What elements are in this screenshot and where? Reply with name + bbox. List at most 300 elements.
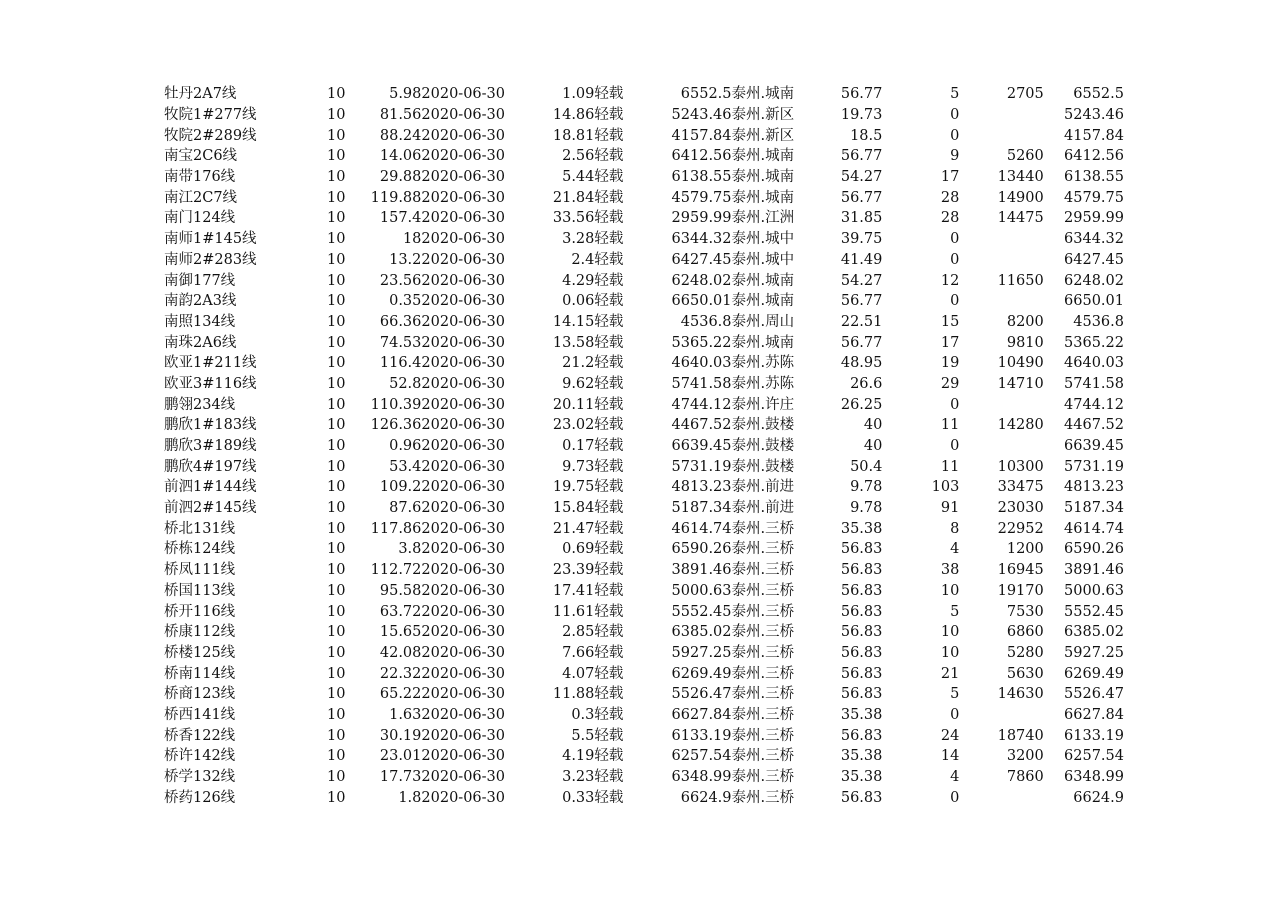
load-status-cell: 轻载: [594, 272, 624, 289]
capacity-cell: 4614.74: [671, 520, 732, 537]
location-cell: 泰州.新区: [731, 107, 795, 124]
total-capacity-cell: 6860: [1006, 624, 1044, 641]
date-cell: 2020-06-30: [421, 438, 505, 455]
table-row: [164, 560, 1124, 581]
date-cell: 2020-06-30: [421, 355, 505, 372]
current-cell: 30.19: [379, 727, 422, 744]
date-cell: 2020-06-30: [421, 127, 505, 144]
total-capacity-cell: 19170: [997, 582, 1044, 599]
remaining-capacity-cell: 6627.84: [1064, 706, 1124, 723]
capacity-cell: 6590.26: [671, 541, 732, 558]
total-capacity-cell: [959, 394, 1043, 415]
capacity-cell: 2959.99: [671, 210, 732, 227]
length-cell: 56.83: [840, 603, 883, 620]
capacity-cell: 4536.8: [680, 313, 732, 330]
load-rate-cell: 33.56: [552, 210, 595, 227]
table-row: [164, 498, 1124, 519]
count-cell: 11: [940, 458, 960, 475]
table-row: [164, 332, 1124, 353]
line-name-cell: 鹏欣1#183线: [164, 417, 257, 434]
capacity-cell: 6385.02: [671, 624, 732, 641]
date-cell: 2020-06-30: [421, 231, 505, 248]
load-status-cell: 轻载: [594, 127, 624, 144]
line-name-cell: 南韵2A3线: [164, 293, 237, 310]
total-capacity-cell: 2705: [1006, 86, 1044, 103]
load-rate-cell: 11.61: [552, 603, 595, 620]
table-row: [164, 125, 1124, 146]
current-cell: 110.39: [370, 396, 422, 413]
table-row: [164, 291, 1124, 312]
voltage-cell: 10: [326, 665, 346, 682]
table-row: [164, 312, 1124, 333]
date-cell: 2020-06-30: [421, 169, 505, 186]
table-row: [164, 705, 1124, 726]
count-cell: 24: [940, 727, 960, 744]
location-cell: 泰州.城南: [731, 272, 795, 289]
capacity-cell: 6627.84: [671, 706, 732, 723]
length-cell: 56.77: [840, 189, 883, 206]
load-status-cell: 轻载: [594, 438, 624, 455]
date-cell: 2020-06-30: [421, 562, 505, 579]
line-name-cell: 欧亚3#116线: [164, 375, 257, 392]
count-cell: 21: [940, 665, 960, 682]
line-name-cell: 南珠2A6线: [164, 334, 237, 351]
count-cell: 0: [950, 293, 960, 310]
length-cell: 35.38: [840, 748, 883, 765]
voltage-cell: 10: [326, 334, 346, 351]
date-cell: 2020-06-30: [421, 541, 505, 558]
current-cell: 17.73: [379, 769, 422, 786]
remaining-capacity-cell: 6133.19: [1064, 727, 1124, 744]
capacity-cell: 6248.02: [671, 272, 732, 289]
remaining-capacity-cell: 6248.02: [1064, 272, 1124, 289]
voltage-cell: 10: [326, 107, 346, 124]
load-rate-cell: 1.09: [562, 86, 595, 103]
count-cell: 28: [940, 189, 960, 206]
voltage-cell: 10: [326, 686, 346, 703]
voltage-cell: 10: [326, 748, 346, 765]
date-cell: 2020-06-30: [421, 479, 505, 496]
date-cell: 2020-06-30: [421, 334, 505, 351]
length-cell: 56.83: [840, 789, 883, 806]
total-capacity-cell: [959, 250, 1043, 271]
load-status-cell: 轻载: [594, 500, 624, 517]
load-status-cell: 轻载: [594, 107, 624, 124]
total-capacity-cell: 13440: [997, 169, 1044, 186]
load-status-cell: 轻载: [594, 210, 624, 227]
remaining-capacity-cell: 5365.22: [1064, 334, 1124, 351]
line-name-cell: 前泗1#144线: [164, 479, 257, 496]
load-rate-cell: 4.07: [562, 665, 595, 682]
voltage-cell: 10: [326, 562, 346, 579]
load-status-cell: 轻载: [594, 293, 624, 310]
length-cell: 50.4: [850, 458, 883, 475]
load-status-cell: 轻载: [594, 417, 624, 434]
count-cell: 29: [940, 375, 960, 392]
length-cell: 9.78: [850, 500, 883, 517]
total-capacity-cell: [959, 787, 1043, 808]
length-cell: 9.78: [850, 479, 883, 496]
count-cell: 12: [940, 272, 960, 289]
line-name-cell: 桥学132线: [164, 769, 236, 786]
load-rate-cell: 2.4: [571, 251, 595, 268]
load-status-cell: 轻载: [594, 665, 624, 682]
voltage-cell: 10: [326, 438, 346, 455]
table-row: [164, 270, 1124, 291]
length-cell: 35.38: [840, 520, 883, 537]
line-name-cell: 牡丹2A7线: [164, 86, 237, 103]
length-cell: 56.83: [840, 644, 883, 661]
load-rate-cell: 13.58: [552, 334, 595, 351]
capacity-cell: 6552.5: [680, 86, 732, 103]
load-rate-cell: 5.5: [571, 727, 595, 744]
load-rate-cell: 9.62: [562, 375, 595, 392]
voltage-cell: 10: [326, 727, 346, 744]
remaining-capacity-cell: 5741.58: [1064, 375, 1124, 392]
load-rate-cell: 15.84: [552, 500, 595, 517]
date-cell: 2020-06-30: [421, 520, 505, 537]
voltage-cell: 10: [326, 272, 346, 289]
remaining-capacity-cell: 4640.03: [1064, 355, 1124, 372]
table-row: [164, 725, 1124, 746]
current-cell: 13.2: [389, 251, 422, 268]
line-name-cell: 桥西141线: [164, 706, 236, 723]
table-row: [164, 643, 1124, 664]
total-capacity-cell: 9810: [1006, 334, 1044, 351]
date-cell: 2020-06-30: [421, 107, 505, 124]
date-cell: 2020-06-30: [421, 748, 505, 765]
current-cell: 116.4: [379, 355, 422, 372]
location-cell: 泰州.鼓楼: [731, 438, 795, 455]
count-cell: 11: [940, 417, 960, 434]
data-table: [164, 84, 1124, 808]
load-rate-cell: 21.47: [552, 520, 595, 537]
voltage-cell: 10: [326, 86, 346, 103]
length-cell: 40: [863, 438, 883, 455]
current-cell: 5.98: [389, 86, 422, 103]
capacity-cell: 5552.45: [671, 603, 732, 620]
count-cell: 15: [940, 313, 960, 330]
load-status-cell: 轻载: [594, 582, 624, 599]
load-status-cell: 轻载: [594, 603, 624, 620]
remaining-capacity-cell: 6269.49: [1064, 665, 1124, 682]
line-name-cell: 桥康112线: [164, 624, 236, 641]
total-capacity-cell: 5280: [1006, 644, 1044, 661]
date-cell: 2020-06-30: [421, 686, 505, 703]
date-cell: 2020-06-30: [421, 375, 505, 392]
date-cell: 2020-06-30: [421, 458, 505, 475]
current-cell: 109.2: [379, 479, 422, 496]
current-cell: 87.6: [389, 500, 422, 517]
current-cell: 0.35: [389, 293, 422, 310]
current-cell: 42.08: [379, 644, 422, 661]
count-cell: 91: [940, 500, 960, 517]
remaining-capacity-cell: 4813.23: [1064, 479, 1124, 496]
capacity-cell: 4813.23: [671, 479, 732, 496]
table-row: [164, 84, 1124, 105]
location-cell: 泰州.前进: [731, 500, 795, 517]
count-cell: 5: [950, 686, 960, 703]
remaining-capacity-cell: 6590.26: [1064, 541, 1124, 558]
location-cell: 泰州.城南: [731, 86, 795, 103]
current-cell: 112.72: [370, 562, 422, 579]
load-status-cell: 轻载: [594, 313, 624, 330]
line-name-cell: 南门124线: [164, 210, 236, 227]
remaining-capacity-cell: 4579.75: [1064, 189, 1124, 206]
load-status-cell: 轻载: [594, 727, 624, 744]
location-cell: 泰州.许庄: [731, 396, 795, 413]
capacity-cell: 3891.46: [671, 562, 732, 579]
line-name-cell: 桥药126线: [164, 789, 236, 806]
current-cell: 63.72: [379, 603, 422, 620]
line-name-cell: 牧院1#277线: [164, 107, 257, 124]
capacity-cell: 5243.46: [671, 107, 732, 124]
location-cell: 泰州.三桥: [731, 706, 795, 723]
current-cell: 53.4: [389, 458, 422, 475]
load-status-cell: 轻载: [594, 789, 624, 806]
location-cell: 泰州.鼓楼: [731, 458, 795, 475]
date-cell: 2020-06-30: [421, 293, 505, 310]
voltage-cell: 10: [326, 231, 346, 248]
current-cell: 23.56: [379, 272, 422, 289]
date-cell: 2020-06-30: [421, 644, 505, 661]
line-name-cell: 南带176线: [164, 169, 236, 186]
length-cell: 56.83: [840, 541, 883, 558]
current-cell: 22.32: [379, 665, 422, 682]
remaining-capacity-cell: 6552.5: [1073, 86, 1124, 103]
location-cell: 泰州.三桥: [731, 748, 795, 765]
date-cell: 2020-06-30: [421, 727, 505, 744]
remaining-capacity-cell: 6639.45: [1064, 438, 1124, 455]
count-cell: 103: [931, 479, 960, 496]
count-cell: 17: [940, 169, 960, 186]
count-cell: 0: [950, 396, 960, 413]
count-cell: 0: [950, 231, 960, 248]
date-cell: 2020-06-30: [421, 272, 505, 289]
remaining-capacity-cell: 3891.46: [1064, 562, 1124, 579]
location-cell: 泰州.鼓楼: [731, 417, 795, 434]
location-cell: 泰州.城中: [731, 251, 795, 268]
current-cell: 23.01: [379, 748, 422, 765]
length-cell: 22.51: [840, 313, 883, 330]
load-rate-cell: 0.69: [562, 541, 595, 558]
location-cell: 泰州.城南: [731, 148, 795, 165]
count-cell: 10: [940, 582, 960, 599]
length-cell: 56.83: [840, 665, 883, 682]
location-cell: 泰州.城中: [731, 231, 795, 248]
location-cell: 泰州.新区: [731, 127, 795, 144]
load-status-cell: 轻载: [594, 479, 624, 496]
total-capacity-cell: [959, 436, 1043, 457]
table-row: [164, 539, 1124, 560]
load-rate-cell: 2.56: [562, 148, 595, 165]
line-name-cell: 桥商123线: [164, 686, 236, 703]
location-cell: 泰州.三桥: [731, 582, 795, 599]
load-rate-cell: 0.06: [562, 293, 595, 310]
total-capacity-cell: 14900: [997, 189, 1044, 206]
location-cell: 泰州.三桥: [731, 603, 795, 620]
location-cell: 泰州.三桥: [731, 541, 795, 558]
table-row: [164, 746, 1124, 767]
table-row: [164, 767, 1124, 788]
voltage-cell: 10: [326, 396, 346, 413]
table-row: [164, 353, 1124, 374]
count-cell: 5: [950, 603, 960, 620]
remaining-capacity-cell: 6650.01: [1064, 293, 1124, 310]
length-cell: 31.85: [840, 210, 883, 227]
capacity-cell: 6344.32: [671, 231, 732, 248]
location-cell: 泰州.城南: [731, 334, 795, 351]
date-cell: 2020-06-30: [421, 86, 505, 103]
table-row: [164, 601, 1124, 622]
length-cell: 56.83: [840, 582, 883, 599]
capacity-cell: 6348.99: [671, 769, 732, 786]
current-cell: 74.53: [379, 334, 422, 351]
table-row: [164, 167, 1124, 188]
load-status-cell: 轻载: [594, 748, 624, 765]
voltage-cell: 10: [326, 520, 346, 537]
total-capacity-cell: 18740: [997, 727, 1044, 744]
location-cell: 泰州.三桥: [731, 624, 795, 641]
location-cell: 泰州.三桥: [731, 727, 795, 744]
load-status-cell: 轻载: [594, 520, 624, 537]
line-name-cell: 桥开116线: [164, 603, 236, 620]
count-cell: 0: [950, 789, 960, 806]
length-cell: 35.38: [840, 706, 883, 723]
load-rate-cell: 18.81: [552, 127, 595, 144]
remaining-capacity-cell: 4157.84: [1064, 127, 1124, 144]
remaining-capacity-cell: 5000.63: [1064, 582, 1124, 599]
current-cell: 117.86: [370, 520, 422, 537]
voltage-cell: 10: [326, 375, 346, 392]
total-capacity-cell: 7860: [1006, 769, 1044, 786]
remaining-capacity-cell: 6138.55: [1064, 169, 1124, 186]
remaining-capacity-cell: 2959.99: [1064, 210, 1124, 227]
length-cell: 40: [863, 417, 883, 434]
total-capacity-cell: 14630: [997, 686, 1044, 703]
date-cell: 2020-06-30: [421, 603, 505, 620]
location-cell: 泰州.周山: [731, 313, 795, 330]
table-body: [164, 84, 1124, 808]
date-cell: 2020-06-30: [421, 189, 505, 206]
table-row: [164, 229, 1124, 250]
date-cell: 2020-06-30: [421, 582, 505, 599]
voltage-cell: 10: [326, 706, 346, 723]
line-name-cell: 鹏欣3#189线: [164, 438, 257, 455]
total-capacity-cell: 5630: [1006, 665, 1044, 682]
date-cell: 2020-06-30: [421, 210, 505, 227]
count-cell: 10: [940, 624, 960, 641]
capacity-cell: 6133.19: [671, 727, 732, 744]
load-rate-cell: 21.84: [552, 189, 595, 206]
total-capacity-cell: 10300: [997, 458, 1044, 475]
remaining-capacity-cell: 5187.34: [1064, 500, 1124, 517]
remaining-capacity-cell: 4536.8: [1073, 313, 1124, 330]
voltage-cell: 10: [326, 189, 346, 206]
location-cell: 泰州.城南: [731, 189, 795, 206]
date-cell: 2020-06-30: [421, 665, 505, 682]
length-cell: 56.83: [840, 562, 883, 579]
load-rate-cell: 0.17: [562, 438, 595, 455]
load-status-cell: 轻载: [594, 355, 624, 372]
line-name-cell: 桥北131线: [164, 520, 236, 537]
total-capacity-cell: 3200: [1006, 748, 1044, 765]
voltage-cell: 10: [326, 603, 346, 620]
voltage-cell: 10: [326, 127, 346, 144]
remaining-capacity-cell: 5526.47: [1064, 686, 1124, 703]
load-status-cell: 轻载: [594, 686, 624, 703]
voltage-cell: 10: [326, 169, 346, 186]
current-cell: 66.36: [379, 313, 422, 330]
length-cell: 26.6: [850, 375, 883, 392]
remaining-capacity-cell: 4614.74: [1064, 520, 1124, 537]
current-cell: 1.8: [398, 789, 422, 806]
current-cell: 18: [402, 231, 422, 248]
total-capacity-cell: [959, 125, 1043, 146]
count-cell: 9: [950, 148, 960, 165]
count-cell: 5: [950, 86, 960, 103]
line-name-cell: 前泗2#145线: [164, 500, 257, 517]
remaining-capacity-cell: 5552.45: [1064, 603, 1124, 620]
table-row: [164, 208, 1124, 229]
total-capacity-cell: 5260: [1006, 148, 1044, 165]
location-cell: 泰州.城南: [731, 169, 795, 186]
remaining-capacity-cell: 6344.32: [1064, 231, 1124, 248]
table-row: [164, 456, 1124, 477]
current-cell: 65.22: [379, 686, 422, 703]
location-cell: 泰州.三桥: [731, 686, 795, 703]
voltage-cell: 10: [326, 500, 346, 517]
date-cell: 2020-06-30: [421, 769, 505, 786]
length-cell: 48.95: [840, 355, 883, 372]
remaining-capacity-cell: 5731.19: [1064, 458, 1124, 475]
table-row: [164, 477, 1124, 498]
capacity-cell: 4157.84: [671, 127, 732, 144]
load-rate-cell: 11.88: [552, 686, 595, 703]
line-name-cell: 南江2C7线: [164, 189, 238, 206]
capacity-cell: 5526.47: [671, 686, 732, 703]
load-rate-cell: 14.86: [552, 107, 595, 124]
table-row: [164, 250, 1124, 271]
line-name-cell: 鹏欣4#197线: [164, 458, 257, 475]
table-row: [164, 684, 1124, 705]
remaining-capacity-cell: 6257.54: [1064, 748, 1124, 765]
line-name-cell: 桥栋124线: [164, 541, 236, 558]
capacity-cell: 4467.52: [671, 417, 732, 434]
capacity-cell: 5000.63: [671, 582, 732, 599]
total-capacity-cell: 14280: [997, 417, 1044, 434]
count-cell: 14: [940, 748, 960, 765]
capacity-cell: 5927.25: [671, 644, 732, 661]
table-row: [164, 374, 1124, 395]
voltage-cell: 10: [326, 417, 346, 434]
load-status-cell: 轻载: [594, 396, 624, 413]
date-cell: 2020-06-30: [421, 706, 505, 723]
line-name-cell: 南师1#145线: [164, 231, 257, 248]
length-cell: 56.77: [840, 86, 883, 103]
total-capacity-cell: [959, 229, 1043, 250]
load-status-cell: 轻载: [594, 541, 624, 558]
load-rate-cell: 21.2: [562, 355, 595, 372]
current-cell: 95.58: [379, 582, 422, 599]
current-cell: 15.65: [379, 624, 422, 641]
count-cell: 0: [950, 438, 960, 455]
load-status-cell: 轻载: [594, 458, 624, 475]
table-row: [164, 105, 1124, 126]
location-cell: 泰州.苏陈: [731, 355, 795, 372]
total-capacity-cell: 7530: [1006, 603, 1044, 620]
table-row: [164, 436, 1124, 457]
